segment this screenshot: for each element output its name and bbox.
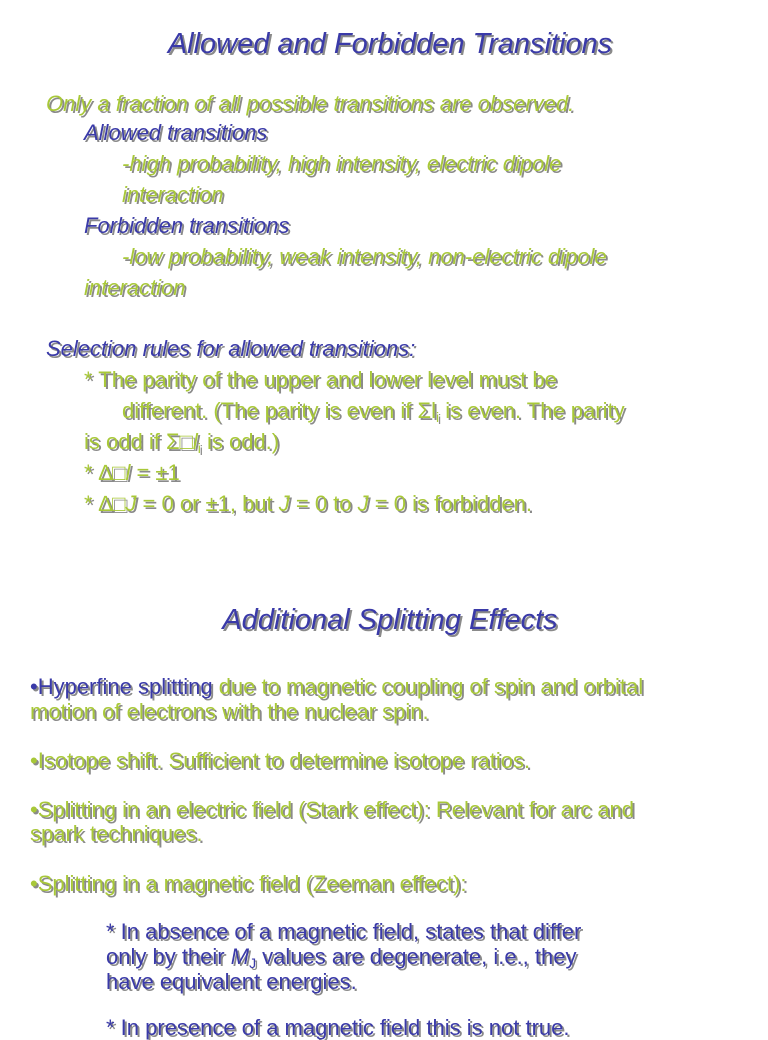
hyperfine-line2: motion of electrons with the nuclear spin. (30, 699, 429, 724)
rule-3-star: * (84, 491, 99, 516)
rule-1-text-d: is odd.) (200, 429, 280, 454)
rule-3-text-c: = 0 is forbidden. (368, 491, 532, 516)
rule-1-line2 (122, 395, 625, 426)
zeeman-sub2-partial: * In presence of a magnetic field this is not true. (106, 1015, 570, 1040)
rule-1-line3 (84, 426, 279, 457)
rule-2-eq: = ±1 (130, 460, 180, 485)
rules-heading: Selection rules for allowed transitions: (46, 336, 416, 361)
variable-J: J (357, 491, 369, 516)
isotope-shift: •Isotope shift. Sufficient to determine isotope ratios. (30, 748, 531, 773)
slide-1-title: Allowed and Forbidden Transitions (167, 28, 613, 60)
subscript-i-2: i (197, 440, 201, 456)
zeeman-text-b: values are degenerate, i.e., they (256, 944, 577, 969)
sigma-symbol-2: Σ□ (165, 429, 193, 454)
rule-1-text-c: is odd if (84, 429, 166, 454)
variable-J: J (278, 491, 290, 516)
delta-symbol-2: ∆□ (98, 491, 126, 516)
zeeman-sub1-line1: * In absence of a magnetic field, states that differ (106, 919, 582, 944)
allowed-desc-line2: interaction (122, 182, 224, 207)
stark-line1: •Splitting in an electric field (Stark effect): Relevant for arc and (30, 797, 635, 822)
rule-2-star: * (84, 460, 99, 485)
subscript-J: J (249, 955, 257, 971)
hyperfine-rest: due to magnetic coupling of spin and orbital (212, 674, 644, 699)
intro-text: Only a fraction of all possible transitions are observed. (46, 91, 575, 116)
rule-3-text-a: = 0 or ±1, but (136, 491, 279, 516)
rule-1-line1: * The parity of the upper and lower level must be (84, 367, 557, 392)
variable-M: M (230, 944, 250, 969)
zeeman-heading: •Splitting in a magnetic field (Zeeman effect): (30, 871, 467, 896)
sigma-symbol: Σl (417, 398, 437, 423)
zeeman-sub1-line2 (106, 945, 577, 969)
forbidden-desc-line2: interaction (84, 275, 186, 300)
variable-J: J (125, 491, 137, 516)
slide-2-title: Additional Splitting Effects (222, 604, 558, 636)
zeeman-sub1-line3: have equivalent energies. (106, 969, 357, 994)
allowed-desc-line1: -high probability, high intensity, electric dipole (122, 151, 562, 176)
rule-3-text-b: = 0 to (289, 491, 358, 516)
zeeman-text-a: only by their (106, 944, 231, 969)
variable-l: l (192, 429, 198, 454)
rule-2 (84, 457, 180, 488)
variable-l: l (125, 460, 131, 485)
delta-symbol: ∆□ (98, 460, 126, 485)
rule-3 (84, 488, 532, 519)
forbidden-desc-line1: -low probability, weak intensity, non-electric dipole (122, 244, 607, 269)
rule-1-text-b: is even. The parity (439, 398, 625, 423)
rule-1-text-a: different. (The parity is even if (122, 398, 418, 423)
stark-line2: spark techniques. (30, 821, 203, 846)
subscript-i: i (436, 409, 440, 425)
hyperfine-bullet: •Hyperfine splitting (30, 674, 213, 699)
forbidden-heading: Forbidden transitions (84, 213, 290, 238)
allowed-heading: Allowed transitions (84, 120, 268, 145)
hyperfine-line1 (30, 675, 643, 699)
